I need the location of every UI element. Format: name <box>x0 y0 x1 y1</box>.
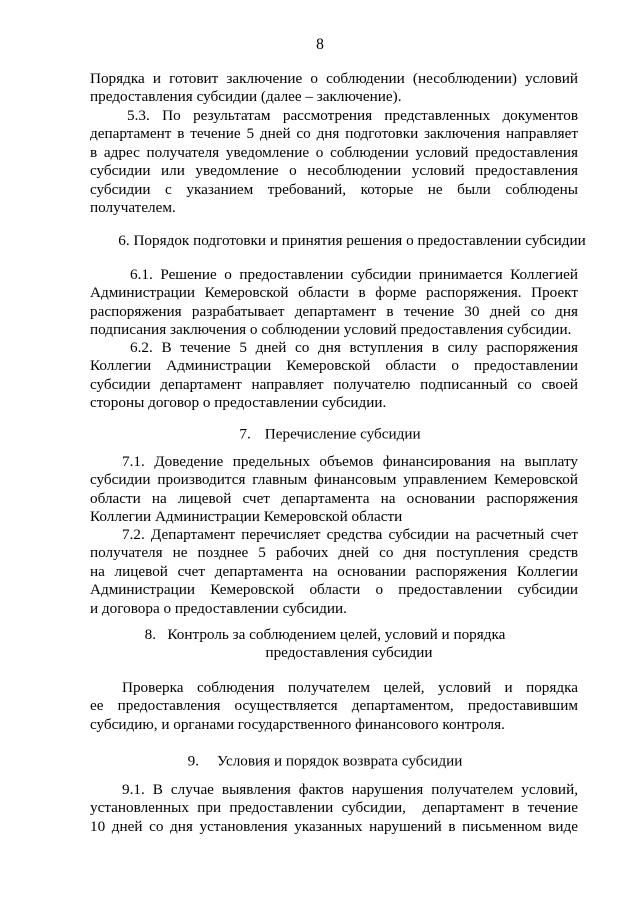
text-line: субсидии производится главным финансовым управлением Кемеровской <box>90 471 578 489</box>
paragraph-9-1 <box>90 781 578 836</box>
section-heading-8 <box>0 626 640 663</box>
text-line: установленных при предоставлении субсидии, департамент в течение <box>90 799 578 817</box>
text-line: 9.1. В случае выявления фактов нарушения получателем условий, <box>122 781 578 798</box>
text-line: департамент в течение 5 дней со дня подготовки заключения направляет <box>90 125 578 143</box>
section-heading-7 <box>0 420 640 443</box>
text-line: 7.1. Доведение предельных объемов финансирования на выплату <box>122 453 578 470</box>
text-line: субсидии с указанием требований, которые не были соблюдены <box>90 180 578 198</box>
text-line: получателем. <box>90 198 176 216</box>
text-line: 7.2. Департамент перечисляет средства субсидии на расчетный счет <box>122 526 578 543</box>
paragraph-7-1 <box>90 453 578 527</box>
text-line: Коллегии Администрации Кемеровской области о предоставлении <box>90 357 578 375</box>
paragraph-6-1 <box>90 266 578 340</box>
text-line: Порядка и готовит заключение о соблюдении (несоблюдении) условий <box>90 70 578 87</box>
heading-title: Условия и порядок возврата субсидии <box>217 752 463 770</box>
text-line: в адрес получателя уведомление о соблюдении условий предоставления <box>90 143 578 161</box>
text-line: Проверка соблюдения получателем целей, условий и порядка <box>122 679 578 696</box>
heading-title: Перечисление субсидии <box>264 425 421 443</box>
heading-text <box>0 747 640 770</box>
text-line: и договора о предоставлении субсидии. <box>90 599 347 617</box>
heading-number: 9. <box>187 752 200 770</box>
text-line: Коллегии Администрации Кемеровской области <box>90 508 403 526</box>
heading-line-1: 8. Контроль за соблюдением целей, условий и порядка <box>144 626 506 643</box>
text-line: Администрации Кемеровской области о предоставлении субсидии <box>90 581 578 599</box>
text-line: Администрации Кемеровской области в форме распоряжения. Проект <box>90 284 578 302</box>
text-line: распоряжения разрабатывает департамент в течение 30 дней со дня <box>90 302 578 320</box>
text-line: ее предоставления осуществляется департаментом, предоставившим <box>90 697 578 715</box>
paragraph-8 <box>90 679 578 734</box>
text-line: 6.2. В течение 5 дней со дня вступления в силу распоряжения <box>130 339 578 356</box>
paragraph-6-2 <box>90 339 578 413</box>
heading-text: 6. Порядок подготовки и принятия решения о предоставлении субсидии <box>118 232 586 249</box>
text-line: на лицевой счет департамента на основании распоряжения Коллегии <box>90 562 578 580</box>
heading-line-2: предоставления субсидии <box>265 644 433 662</box>
text-line: подписания заключения о соблюдении условий предоставления субсидии. <box>90 321 572 339</box>
text-line: субсидии или уведомление о несоблюдении условий предоставления <box>90 162 578 180</box>
heading-text <box>0 420 640 443</box>
text-line: 5.3. По результатам рассмотрения представленных документов <box>127 107 578 124</box>
heading-number: 7. <box>239 425 251 443</box>
paragraph-7-2 <box>90 526 578 618</box>
page-number: 8 <box>316 36 324 53</box>
text-line: области на лицевой счет департамента на основании распоряжения <box>90 489 578 507</box>
text-line: субсидии департамент направляет получателю подписанный со своей <box>90 375 578 393</box>
text-line: 6.1. Решение о предоставлении субсидии принимается Коллегией <box>130 266 578 283</box>
paragraph-5-3 <box>90 107 578 217</box>
section-heading-6 <box>0 232 640 250</box>
text-line: 10 дней со дня установления указанных нарушений в письменном виде <box>90 817 578 835</box>
text-line: предоставления субсидии (далее – заключение). <box>90 88 402 106</box>
paragraph-continuation <box>90 70 578 107</box>
text-line: субсидию, и органами государственного финансового контроля. <box>90 715 505 733</box>
text-line: получателя не позднее 5 рабочих дней со дня поступления средств <box>90 544 578 562</box>
text-line: стороны договор о предоставлении субсидии. <box>90 394 387 412</box>
section-heading-9 <box>0 747 640 770</box>
